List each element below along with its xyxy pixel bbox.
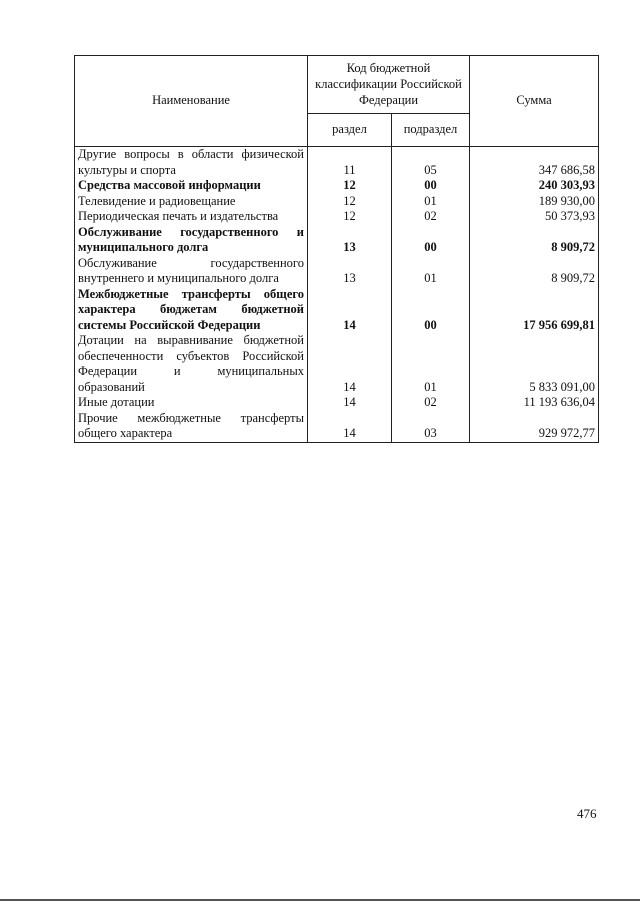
row-sum: 929 972,77 [470,411,599,443]
row-sum: 8 909,72 [470,225,599,256]
row-section: 14 [308,333,392,395]
page-number: 476 [577,806,597,821]
row-name: Прочие межбюджетные трансферты общего характера [75,411,308,443]
table-row [75,256,599,287]
table-row [75,194,599,210]
row-section: 11 [308,147,392,179]
row-name: Дотации на выравнивание бюджетной обеспеченности субъектов Российской Федерации и муниципальных образований [75,333,308,395]
table-row [75,178,599,194]
row-section: 14 [308,411,392,443]
row-sum: 189 930,00 [470,194,599,210]
row-subsection: 02 [392,209,470,225]
header-section: раздел [308,113,392,146]
table-row [75,411,599,443]
row-sum: 5 833 091,00 [470,333,599,395]
row-subsection: 01 [392,194,470,210]
table-row [75,287,599,334]
header-sum: Сумма [470,56,599,147]
row-section: 12 [308,209,392,225]
row-sum: 50 373,93 [470,209,599,225]
row-name: Средства массовой информации [75,178,308,194]
table-header [75,56,599,147]
row-name: Обслуживание государственного внутреннего и муниципального долга [75,256,308,287]
row-subsection: 01 [392,256,470,287]
row-sum: 11 193 636,04 [470,395,599,411]
row-subsection: 00 [392,287,470,334]
row-name: Иные дотации [75,395,308,411]
row-section: 12 [308,194,392,210]
header-subsection: подраздел [392,113,470,146]
row-subsection: 00 [392,178,470,194]
row-name: Периодическая печать и издательства [75,209,308,225]
row-subsection: 01 [392,333,470,395]
row-section: 14 [308,395,392,411]
row-subsection: 00 [392,225,470,256]
row-section: 12 [308,178,392,194]
bottom-rule [0,899,640,901]
header-code: Код бюджетной классификации Российской Федерации [308,56,470,114]
row-sum: 17 956 699,81 [470,287,599,334]
row-name: Телевидение и радиовещание [75,194,308,210]
budget-table [74,55,599,443]
row-name: Обслуживание государственного и муниципального долга [75,225,308,256]
row-subsection: 03 [392,411,470,443]
row-section: 14 [308,287,392,334]
header-name: Наименование [75,56,308,147]
row-name: Межбюджетные трансферты общего характера бюджетам бюджетной системы Российской Федерации [75,287,308,334]
table-row [75,209,599,225]
table-row [75,147,599,179]
table-row [75,333,599,395]
row-subsection: 05 [392,147,470,179]
row-subsection: 02 [392,395,470,411]
row-sum: 8 909,72 [470,256,599,287]
table-row [75,225,599,256]
table-body [75,147,599,443]
row-section: 13 [308,225,392,256]
row-sum: 240 303,93 [470,178,599,194]
table-row [75,395,599,411]
row-name: Другие вопросы в области физической культуры и спорта [75,147,308,179]
row-section: 13 [308,256,392,287]
row-sum: 347 686,58 [470,147,599,179]
